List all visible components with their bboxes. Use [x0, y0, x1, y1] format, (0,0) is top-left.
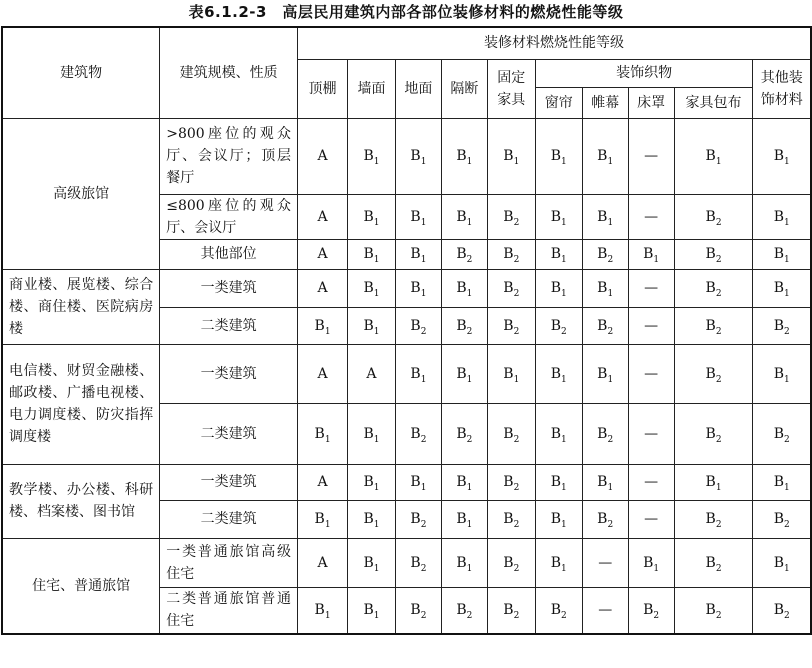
flammability-grade-table: [1, 26, 812, 635]
grade-fixed-furniture: $B_2$: [487, 269, 535, 307]
grade-floor: $B_1$: [395, 464, 441, 500]
header-furniture-cover: 家具包布: [674, 87, 753, 118]
grade-furniture-cover: $B_2$: [674, 239, 753, 269]
table-row: [2, 538, 811, 587]
grade-fixed-furniture: $B_2$: [487, 194, 535, 239]
grade-fixed-furniture: $B_2$: [487, 307, 535, 344]
grade-bed-cover: —: [628, 403, 674, 464]
grade-drape: $B_2$: [582, 239, 628, 269]
grade-ceiling: $B_1$: [298, 403, 348, 464]
grade-curtain: $B_1$: [535, 269, 582, 307]
grade-furniture-cover: $B_2$: [674, 403, 753, 464]
grade-partition: $B_2$: [441, 587, 487, 634]
grade-fixed-furniture: $B_2$: [487, 239, 535, 269]
scale-cell: 二类建筑: [160, 500, 298, 538]
grade-partition: $B_2$: [441, 307, 487, 344]
grade-wall: $B_1$: [348, 239, 396, 269]
grade-fixed-furniture: $B_1$: [487, 344, 535, 403]
grade-curtain: $B_1$: [535, 344, 582, 403]
grade-partition: $B_2$: [441, 403, 487, 464]
scale-cell: 二类建筑: [160, 403, 298, 464]
grade-ceiling: A: [298, 464, 348, 500]
header-bed-cover: 床罩: [628, 87, 674, 118]
grade-bed-cover: —: [628, 307, 674, 344]
grade-ceiling: $B_1$: [298, 307, 348, 344]
grade-floor: $B_1$: [395, 344, 441, 403]
table-title: 表6.1.2-3 高层民用建筑内部各部位装修材料的燃烧性能等级: [188, 3, 624, 21]
header-other: 其他装饰材料: [753, 59, 811, 118]
grade-other: $B_2$: [753, 587, 811, 634]
grade-furniture-cover: $B_1$: [674, 464, 753, 500]
grade-partition: $B_1$: [441, 500, 487, 538]
header-fixed-furniture: 固定家具: [487, 59, 535, 118]
grade-floor: $B_2$: [395, 307, 441, 344]
grade-bed-cover: —: [628, 500, 674, 538]
scale-cell: 二类建筑: [160, 307, 298, 344]
grade-furniture-cover: $B_2$: [674, 344, 753, 403]
grade-drape: $B_1$: [582, 269, 628, 307]
grade-fixed-furniture: $B_2$: [487, 464, 535, 500]
grade-bed-cover: —: [628, 194, 674, 239]
grade-floor: $B_2$: [395, 538, 441, 587]
grade-furniture-cover: $B_2$: [674, 587, 753, 634]
grade-curtain: $B_1$: [535, 500, 582, 538]
grade-drape: $B_2$: [582, 403, 628, 464]
grade-curtain: $B_1$: [535, 239, 582, 269]
grade-furniture-cover: $B_2$: [674, 500, 753, 538]
table-row: [2, 344, 811, 403]
grade-wall: $B_1$: [348, 194, 396, 239]
grade-floor: $B_1$: [395, 269, 441, 307]
grade-bed-cover: —: [628, 344, 674, 403]
grade-drape: $B_1$: [582, 194, 628, 239]
scale-cell: >800座位的观众厅、会议厅；顶层餐厅: [160, 118, 298, 194]
table-row: [2, 464, 811, 500]
grade-other: $B_1$: [753, 538, 811, 587]
header-drape: 帷幕: [582, 87, 628, 118]
grade-other: $B_1$: [753, 269, 811, 307]
grade-drape: —: [582, 538, 628, 587]
grade-floor: $B_2$: [395, 403, 441, 464]
header-building: 建筑物: [2, 27, 160, 118]
grade-drape: $B_1$: [582, 464, 628, 500]
header-curtain: 窗帘: [535, 87, 582, 118]
grade-furniture-cover: $B_2$: [674, 269, 753, 307]
grade-partition: $B_2$: [441, 239, 487, 269]
header-wall: 墙面: [348, 59, 396, 118]
building-type-cell: 电信楼、财贸金融楼、邮政楼、广播电视楼、电力调度楼、防灾指挥调度楼: [2, 344, 160, 464]
building-type-cell: 高级旅馆: [2, 118, 160, 269]
header-textiles: 装饰织物: [535, 59, 753, 87]
grade-furniture-cover: $B_2$: [674, 538, 753, 587]
grade-ceiling: A: [298, 118, 348, 194]
building-type-cell: 住宅、普通旅馆: [2, 538, 160, 634]
grade-wall: $B_1$: [348, 538, 396, 587]
scale-cell: ≤800座位的观众厅、会议厅: [160, 194, 298, 239]
grade-bed-cover: $B_1$: [628, 239, 674, 269]
grade-fixed-furniture: $B_1$: [487, 118, 535, 194]
grade-wall: $B_1$: [348, 307, 396, 344]
grade-floor: $B_2$: [395, 587, 441, 634]
grade-fixed-furniture: $B_2$: [487, 500, 535, 538]
grade-partition: $B_1$: [441, 344, 487, 403]
grade-bed-cover: —: [628, 269, 674, 307]
grade-fixed-furniture: $B_2$: [487, 538, 535, 587]
grade-ceiling: A: [298, 538, 348, 587]
grade-partition: $B_1$: [441, 538, 487, 587]
grade-wall: A: [348, 344, 396, 403]
scale-cell: 其他部位: [160, 239, 298, 269]
grade-wall: $B_1$: [348, 500, 396, 538]
grade-other: $B_1$: [753, 344, 811, 403]
grade-bed-cover: $B_2$: [628, 587, 674, 634]
grade-other: $B_2$: [753, 403, 811, 464]
grade-furniture-cover: $B_2$: [674, 307, 753, 344]
scale-cell: 一类建筑: [160, 269, 298, 307]
grade-wall: $B_1$: [348, 587, 396, 634]
grade-fixed-furniture: $B_2$: [487, 403, 535, 464]
grade-ceiling: A: [298, 269, 348, 307]
grade-curtain: $B_2$: [535, 307, 582, 344]
grade-curtain: $B_2$: [535, 587, 582, 634]
grade-drape: $B_1$: [582, 344, 628, 403]
grade-bed-cover: $B_1$: [628, 538, 674, 587]
grade-drape: $B_2$: [582, 307, 628, 344]
grade-ceiling: A: [298, 239, 348, 269]
grade-other: $B_1$: [753, 118, 811, 194]
grade-ceiling: $B_1$: [298, 500, 348, 538]
grade-ceiling: $B_1$: [298, 587, 348, 634]
grade-wall: $B_1$: [348, 403, 396, 464]
grade-floor: $B_2$: [395, 500, 441, 538]
grade-ceiling: A: [298, 344, 348, 403]
grade-drape: $B_2$: [582, 500, 628, 538]
grade-partition: $B_1$: [441, 118, 487, 194]
scale-cell: 一类建筑: [160, 464, 298, 500]
header-floor: 地面: [395, 59, 441, 118]
grade-floor: $B_1$: [395, 118, 441, 194]
header-ceiling: 顶棚: [298, 59, 348, 118]
grade-furniture-cover: $B_2$: [674, 194, 753, 239]
scale-cell: 一类普通旅馆高级住宅: [160, 538, 298, 587]
grade-curtain: $B_1$: [535, 118, 582, 194]
header-flammability-group: 装修材料燃烧性能等级: [298, 27, 811, 59]
grade-partition: $B_1$: [441, 194, 487, 239]
scale-cell: 一类建筑: [160, 344, 298, 403]
grade-furniture-cover: $B_1$: [674, 118, 753, 194]
grade-partition: $B_1$: [441, 269, 487, 307]
grade-wall: $B_1$: [348, 118, 396, 194]
building-type-cell: 教学楼、办公楼、科研楼、档案楼、图书馆: [2, 464, 160, 538]
table-row: [2, 269, 811, 307]
grade-floor: $B_1$: [395, 239, 441, 269]
grade-partition: $B_1$: [441, 464, 487, 500]
grade-fixed-furniture: $B_2$: [487, 587, 535, 634]
grade-curtain: $B_1$: [535, 538, 582, 587]
grade-other: $B_2$: [753, 307, 811, 344]
grade-other: $B_1$: [753, 464, 811, 500]
table-row: [2, 118, 811, 194]
grade-other: $B_1$: [753, 239, 811, 269]
scale-cell: 二类普通旅馆普通住宅: [160, 587, 298, 634]
building-type-cell: 商业楼、展览楼、综合楼、商住楼、医院病房楼: [2, 269, 160, 344]
grade-bed-cover: —: [628, 464, 674, 500]
grade-drape: —: [582, 587, 628, 634]
grade-bed-cover: —: [628, 118, 674, 194]
grade-curtain: $B_1$: [535, 464, 582, 500]
grade-floor: $B_1$: [395, 194, 441, 239]
grade-ceiling: A: [298, 194, 348, 239]
grade-curtain: $B_1$: [535, 403, 582, 464]
header-scale: 建筑规模、性质: [160, 27, 298, 118]
header-partition: 隔断: [441, 59, 487, 118]
grade-other: $B_1$: [753, 194, 811, 239]
grade-drape: $B_1$: [582, 118, 628, 194]
grade-wall: $B_1$: [348, 269, 396, 307]
grade-curtain: $B_1$: [535, 194, 582, 239]
grade-wall: $B_1$: [348, 464, 396, 500]
grade-other: $B_2$: [753, 500, 811, 538]
